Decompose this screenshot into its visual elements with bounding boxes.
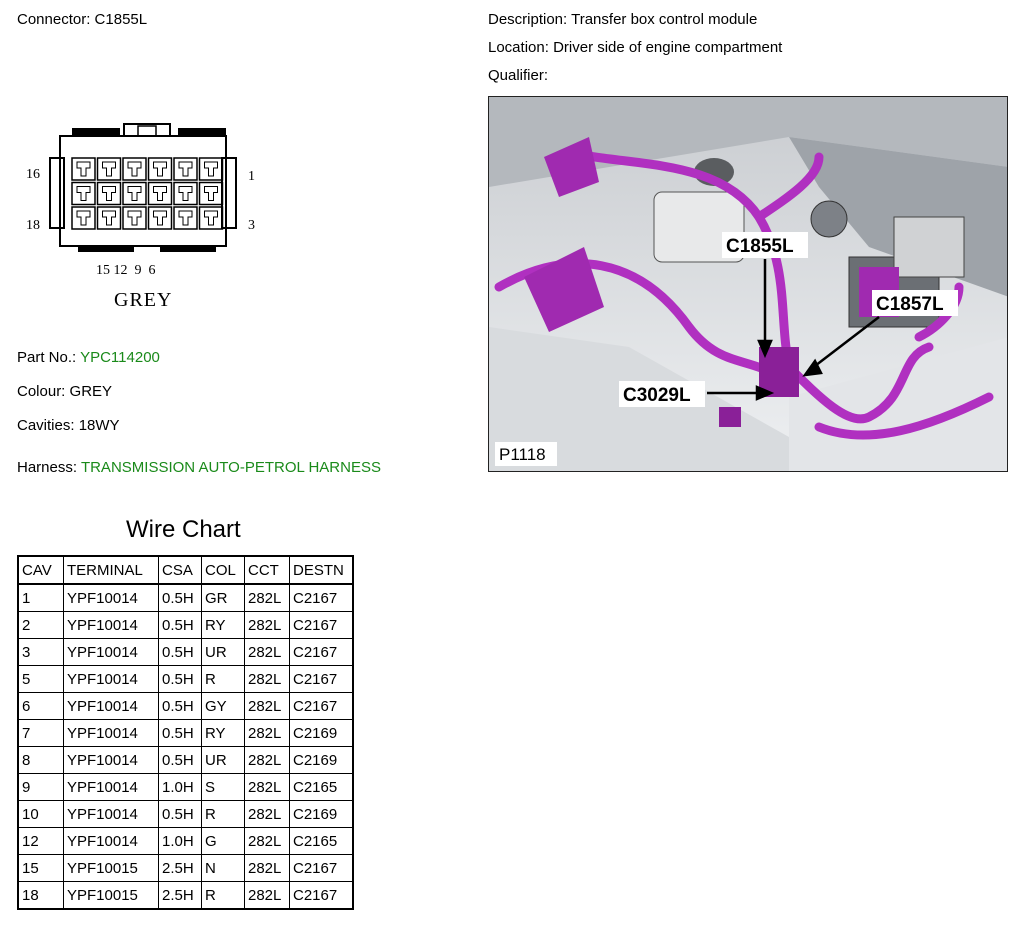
cell-terminal: YPF10014	[64, 584, 159, 612]
qualifier-field	[488, 67, 548, 84]
cell-csa: 1.0H	[159, 828, 202, 855]
cell-col: G	[202, 828, 245, 855]
cell-cct: 282L	[245, 720, 290, 747]
connector-cavity	[149, 158, 172, 180]
location-field	[488, 39, 782, 56]
cell-cav: 9	[18, 774, 64, 801]
table-row	[18, 639, 353, 666]
cell-cav: 7	[18, 720, 64, 747]
cell-cct: 282L	[245, 639, 290, 666]
table-row	[18, 855, 353, 882]
cell-cav: 3	[18, 639, 64, 666]
harness-link[interactable]: TRANSMISSION AUTO-PETROL HARNESS	[80, 459, 381, 476]
housing-right-ear	[222, 158, 236, 228]
table-row	[18, 774, 353, 801]
cell-cav: 6	[18, 693, 64, 720]
colour-field	[17, 383, 112, 400]
cell-col: R	[202, 801, 245, 828]
pin-label-18: 18	[26, 218, 40, 233]
table-row	[18, 666, 353, 693]
connector-cavity	[200, 207, 223, 229]
cell-terminal: YPF10014	[64, 774, 159, 801]
bottom-latch-left	[78, 246, 134, 252]
cell-csa: 0.5H	[159, 801, 202, 828]
cell-col: R	[202, 882, 245, 910]
top-key-inner	[138, 126, 156, 136]
cell-col: GY	[202, 693, 245, 720]
callout-c3029l: C3029L	[623, 385, 691, 406]
cell-destn: C2167	[290, 882, 354, 910]
small-connector	[719, 407, 741, 427]
cell-csa: 0.5H	[159, 720, 202, 747]
top-latch-left	[72, 128, 120, 136]
connector-cavity	[72, 158, 95, 180]
bottom-latch-right	[160, 246, 216, 252]
cell-cct: 282L	[245, 584, 290, 612]
connector-cavity	[72, 207, 95, 229]
cell-terminal: YPF10014	[64, 666, 159, 693]
cell-col: R	[202, 666, 245, 693]
cell-destn: C2165	[290, 774, 354, 801]
cell-terminal: YPF10015	[64, 882, 159, 910]
table-row	[18, 584, 353, 612]
table-row	[18, 693, 353, 720]
cavity-terminal-outline	[103, 162, 116, 176]
cavity-terminal-outline	[154, 187, 167, 201]
round-fitting	[811, 201, 847, 237]
wire-chart-title: Wire Chart	[126, 516, 241, 543]
cavities-field	[17, 417, 120, 434]
cell-csa: 0.5H	[159, 584, 202, 612]
cell-cct: 282L	[245, 666, 290, 693]
header-destn: DESTN	[290, 556, 354, 584]
table-row	[18, 720, 353, 747]
colour-value: GREY	[69, 383, 113, 400]
part-number-field	[17, 349, 160, 366]
pin-label-3: 3	[248, 218, 255, 233]
callout-c1855l: C1855L	[726, 236, 794, 257]
cell-cct: 282L	[245, 774, 290, 801]
table-row	[18, 828, 353, 855]
location-photo	[488, 96, 1008, 472]
header-col: COL	[202, 556, 245, 584]
cavity-grid	[72, 158, 223, 229]
cell-cct: 282L	[245, 801, 290, 828]
cell-terminal: YPF10014	[64, 639, 159, 666]
right-module	[894, 217, 964, 277]
header-csa: CSA	[159, 556, 202, 584]
cavity-terminal-outline	[205, 211, 218, 225]
cell-destn: C2167	[290, 855, 354, 882]
wire-chart-body	[18, 584, 353, 909]
cavity-terminal-outline	[128, 162, 141, 176]
cell-cct: 282L	[245, 855, 290, 882]
connector-cavity	[123, 183, 146, 205]
cell-csa: 0.5H	[159, 639, 202, 666]
connector-cavity	[149, 183, 172, 205]
description-field	[488, 11, 757, 28]
description-label: Description:	[488, 11, 568, 28]
cell-terminal: YPF10014	[64, 747, 159, 774]
pin-label-bottom-row: 15 12 9 6	[96, 263, 156, 278]
cavity-terminal-outline	[205, 162, 218, 176]
cell-csa: 0.5H	[159, 666, 202, 693]
cell-cav: 5	[18, 666, 64, 693]
cell-csa: 1.0H	[159, 774, 202, 801]
connector-cavity	[149, 207, 172, 229]
cell-destn: C2169	[290, 720, 354, 747]
engine-bay-illustration	[489, 97, 1008, 472]
cell-col: RY	[202, 720, 245, 747]
table-row	[18, 882, 353, 910]
cavity-terminal-outline	[154, 211, 167, 225]
cavities-value: 18WY	[78, 417, 120, 434]
cell-destn: C2167	[290, 666, 354, 693]
table-row	[18, 747, 353, 774]
cavity-terminal-outline	[205, 187, 218, 201]
cell-cav: 15	[18, 855, 64, 882]
pin-label-1: 1	[248, 169, 255, 184]
cell-col: UR	[202, 639, 245, 666]
cell-terminal: YPF10014	[64, 828, 159, 855]
connector-cavity	[123, 158, 146, 180]
cell-terminal: YPF10015	[64, 855, 159, 882]
connector-face-svg	[20, 118, 280, 318]
top-latch-right	[178, 128, 226, 136]
connector-cavity	[98, 207, 121, 229]
callout-c1857l: C1857L	[876, 294, 944, 315]
cavities-label: Cavities:	[17, 417, 75, 434]
connector-cavity	[200, 183, 223, 205]
cavity-terminal-outline	[77, 211, 90, 225]
cell-cav: 12	[18, 828, 64, 855]
qualifier-label: Qualifier:	[488, 67, 549, 84]
connector-cavity	[200, 158, 223, 180]
cell-csa: 2.5H	[159, 882, 202, 910]
housing-left-ear	[50, 158, 64, 228]
connector-cavity	[123, 207, 146, 229]
cell-col: N	[202, 855, 245, 882]
cell-cav: 10	[18, 801, 64, 828]
cell-cct: 282L	[245, 747, 290, 774]
connector-colour-label: GREY	[114, 289, 173, 311]
cell-csa: 0.5H	[159, 693, 202, 720]
cell-cav: 8	[18, 747, 64, 774]
harness-field	[17, 459, 381, 476]
cavity-terminal-outline	[103, 187, 116, 201]
harness-label: Harness:	[17, 459, 78, 476]
cell-cct: 282L	[245, 693, 290, 720]
cell-terminal: YPF10014	[64, 693, 159, 720]
cell-destn: C2167	[290, 584, 354, 612]
colour-label: Colour:	[17, 383, 66, 400]
cell-destn: C2167	[290, 693, 354, 720]
connector-label: Connector:	[17, 11, 91, 28]
location-value: Driver side of engine compartment	[553, 39, 783, 56]
cavity-terminal-outline	[128, 211, 141, 225]
photo-ref: P1118	[499, 445, 546, 464]
cell-destn: C2169	[290, 801, 354, 828]
cell-cct: 282L	[245, 828, 290, 855]
cavity-terminal-outline	[179, 187, 192, 201]
cell-cav: 2	[18, 612, 64, 639]
cavity-terminal-outline	[179, 162, 192, 176]
description-value: Transfer box control module	[571, 11, 758, 28]
connector-face-diagram	[20, 118, 280, 318]
part-number-link[interactable]: YPC114200	[80, 349, 160, 366]
cavity-terminal-outline	[128, 187, 141, 201]
cell-cct: 282L	[245, 612, 290, 639]
cell-csa: 0.5H	[159, 612, 202, 639]
cavity-terminal-outline	[77, 162, 90, 176]
cell-csa: 0.5H	[159, 747, 202, 774]
pin-label-16: 16	[26, 167, 40, 182]
cell-cav: 1	[18, 584, 64, 612]
cell-cct: 282L	[245, 882, 290, 910]
cell-destn: C2167	[290, 612, 354, 639]
location-label: Location:	[488, 39, 549, 56]
cavity-terminal-outline	[103, 211, 116, 225]
header-terminal: TERMINAL	[64, 556, 159, 584]
cell-destn: C2169	[290, 747, 354, 774]
cell-col: GR	[202, 584, 245, 612]
cell-destn: C2167	[290, 639, 354, 666]
part-number-label: Part No.:	[17, 349, 77, 366]
connector-cavity	[98, 158, 121, 180]
connector-cavity	[174, 183, 197, 205]
cell-terminal: YPF10014	[64, 801, 159, 828]
table-row	[18, 801, 353, 828]
cell-col: RY	[202, 612, 245, 639]
header-cav: CAV	[18, 556, 64, 584]
cell-col: UR	[202, 747, 245, 774]
cell-col: S	[202, 774, 245, 801]
cell-csa: 2.5H	[159, 855, 202, 882]
connector-cavity	[174, 158, 197, 180]
wire-chart-header-row	[18, 556, 353, 584]
connector-cavity	[174, 207, 197, 229]
header-cct: CCT	[245, 556, 290, 584]
cavity-terminal-outline	[179, 211, 192, 225]
cavity-terminal-outline	[77, 187, 90, 201]
cell-destn: C2165	[290, 828, 354, 855]
cell-cav: 18	[18, 882, 64, 910]
wire-chart-table	[17, 555, 354, 910]
table-row	[18, 612, 353, 639]
cell-terminal: YPF10014	[64, 612, 159, 639]
connector-cavity	[98, 183, 121, 205]
connector-field	[17, 11, 147, 28]
connector-value: C1855L	[94, 11, 148, 28]
cell-terminal: YPF10014	[64, 720, 159, 747]
cavity-terminal-outline	[154, 162, 167, 176]
connector-cavity	[72, 183, 95, 205]
